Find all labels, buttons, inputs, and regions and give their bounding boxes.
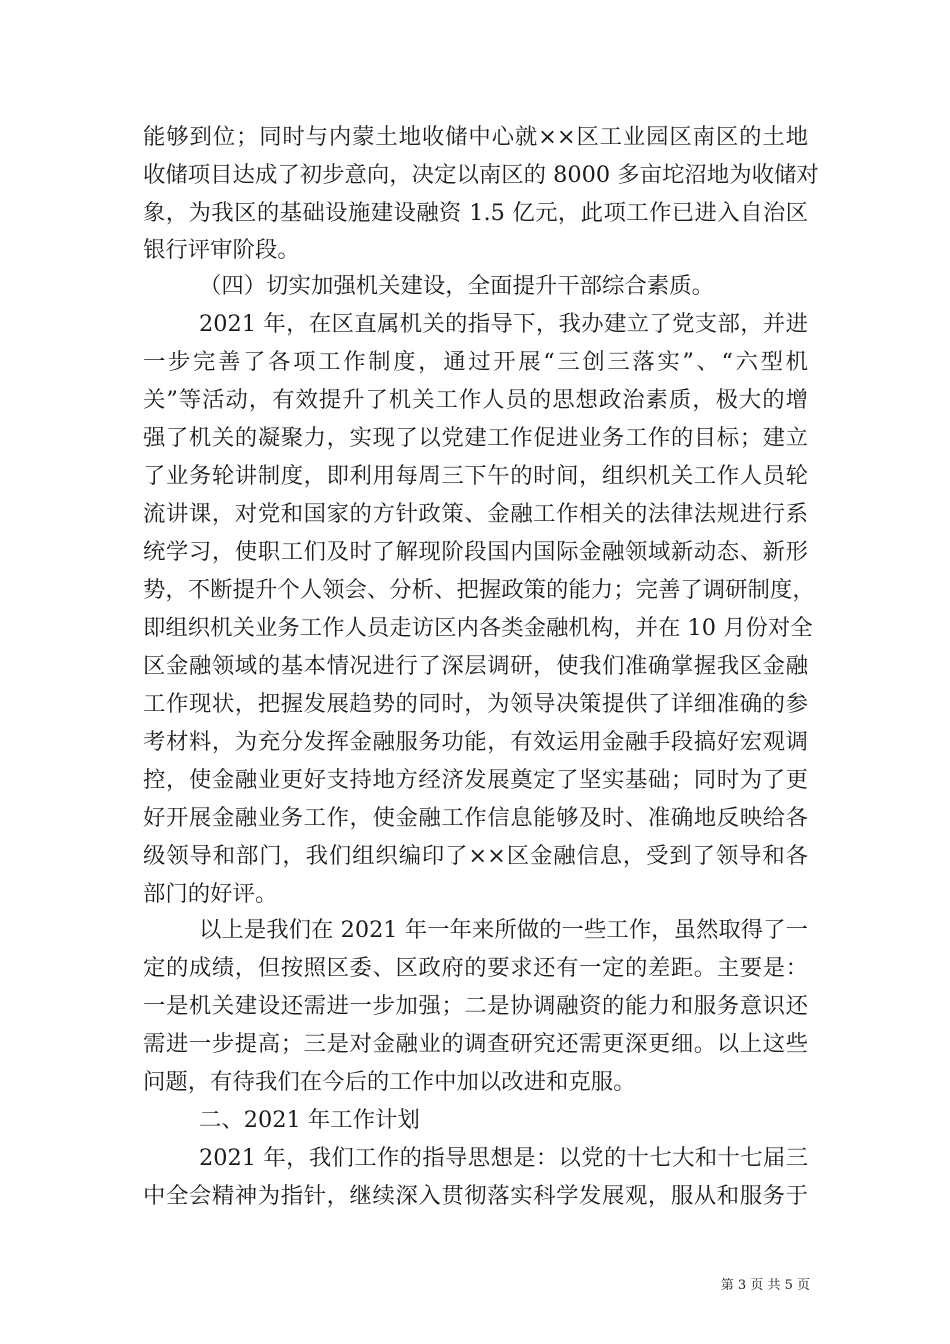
text-line: 控，使金融业更好支持地方经济发展奠定了坚实基础；同时为了更 (143, 767, 808, 793)
text-line: 势，不断提升个人领会、分析、把握政策的能力；完善了调研制度， (143, 577, 815, 603)
text-line: 统学习，使职工们及时了解现阶段国内国际金融领域新动态、新形 (143, 539, 808, 565)
section-heading: 二、2021 年工作计划 (199, 1107, 420, 1133)
text-line: 以上是我们在 2021 年一年来所做的一些工作，虽然取得了一 (199, 917, 808, 943)
text-line: 一是机关建设还需进一步加强；二是协调融资的能力和服务意识还 (143, 993, 808, 1019)
section-heading: （四）切实加强机关建设，全面提升干部综合素质。 (199, 273, 714, 299)
text-line: 好开展金融业务工作，使金融工作信息能够及时、准确地反映给各 (143, 805, 808, 831)
text-line: 区金融领域的基本情况进行了深层调研，使我们准确掌握我区金融 (143, 653, 808, 679)
text-line: 象，为我区的基础设施建设融资 1.5 亿元，此项工作已进入自治区 (143, 200, 808, 226)
text-line: 了业务轮讲制度，即利用每周三下午的时间，组织机关工作人员轮 (143, 463, 808, 489)
text-line: 流讲课，对党和国家的方针政策、金融工作相关的法律法规进行系 (143, 501, 808, 527)
text-line: 部门的好评。 (143, 881, 278, 907)
text-line: 需进一步提高；三是对金融业的调查研究还需更深更细。以上这些 (143, 1031, 808, 1057)
text-line: 收储项目达成了初步意向，决定以南区的 8000 多亩坨沼地为收储对 (143, 162, 819, 188)
text-line: 2021 年，我们工作的指导思想是：以党的十七大和十七届三 (199, 1145, 808, 1171)
text-line: 2021 年，在区直属机关的指导下，我办建立了党支部，并进 (199, 311, 808, 337)
text-line: 强了机关的凝聚力，实现了以党建工作促进业务工作的目标；建立 (143, 425, 808, 451)
text-line: 工作现状，把握发展趋势的同时，为领导决策提供了详细准确的参 (143, 691, 808, 717)
text-line: 定的成绩，但按照区委、区政府的要求还有一定的差距。主要是： (143, 955, 808, 981)
page-number: 第 3 页 共 5 页 (720, 1278, 810, 1293)
text-line: 考材料，为充分发挥金融服务功能，有效运用金融手段搞好宏观调 (143, 729, 808, 755)
text-line: 中全会精神为指针，继续深入贯彻落实科学发展观，服从和服务于 (143, 1183, 808, 1209)
text-line: 关”等活动，有效提升了机关工作人员的思想政治素质，极大的增 (143, 387, 808, 413)
text-line: 即组织机关业务工作人员走访区内各类金融机构，并在 10 月份对全 (143, 615, 813, 641)
text-line: 级领导和部门，我们组织编印了××区金融信息，受到了领导和各 (143, 843, 808, 869)
text-line: 能够到位；同时与内蒙土地收储中心就××区工业园区南区的土地 (143, 124, 808, 150)
text-line: 问题，有待我们在今后的工作中加以改进和克服。 (143, 1069, 636, 1095)
text-line: 银行评审阶段。 (143, 237, 300, 263)
text-line: 一步完善了各项工作制度，通过开展“三创三落实”、“六型机 (143, 349, 808, 375)
